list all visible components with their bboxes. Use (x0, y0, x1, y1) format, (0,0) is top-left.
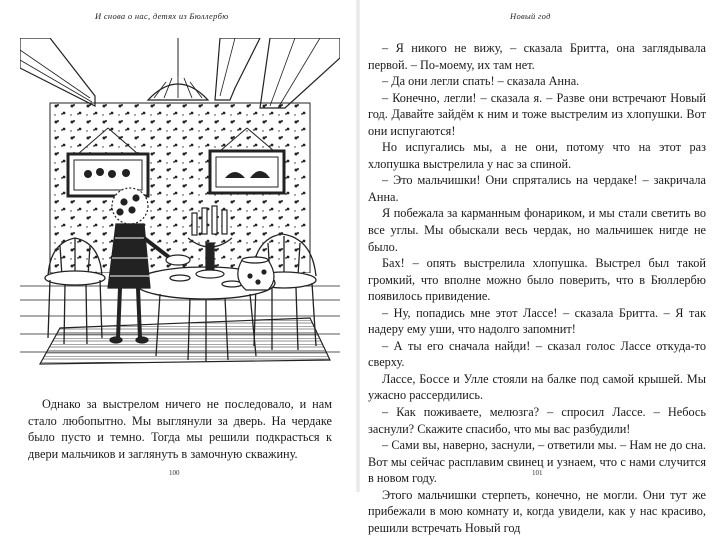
left-page-number: 100 (169, 469, 180, 477)
paragraph: – Как поживаете, мелюзга? – спросил Лассе. – Небось заснули? Скажите спасибо, что мы вас разбудили! (368, 405, 706, 436)
paragraph: – А ты его сначала найди! – сказал голос Лассе откуда-то сверху. (368, 338, 706, 370)
paragraph: – Конечно, легли! – сказала я. – Разве они встречают Новый год. Давайте зайдём к ним и тоже выстрелим из хлопушки. Вот они испугаются! (368, 90, 706, 138)
right-body-text (368, 40, 706, 536)
illustration (20, 38, 340, 368)
paragraph: – Это мальчишки! Они спрятались на чердаке! – закричала Анна. (368, 173, 706, 204)
paragraph: Этого мальчишки стерпеть, конечно, не могли. Они тут же прибежали в мою комнату и, когда увидели, как у нас красиво, решили встречать Новый год (368, 487, 706, 535)
paragraph: – Ну, попадись мне этот Лассе! – сказала Бритта. – Я так надеру ему уши, что надолго запомнит! (368, 305, 706, 337)
right-page-number: 101 (532, 469, 543, 477)
right-running-head: Новый год (510, 11, 551, 21)
paragraph: – Я никого не вижу, – сказала Бритта, она заглядывала первой. – По-моему, их там нет. (368, 41, 706, 72)
paragraph: Я побежала за карманным фонариком, и мы стали светить во все углы. Мы обыскали весь чердак, но мальчишек нигде не было. (368, 206, 706, 254)
left-body-text (28, 396, 332, 462)
paragraph: Бах! – опять выстрелила хлопушка. Выстрел был такой громкий, что вполне можно было поверить, что в Бюллербю появилось привидение. (368, 256, 706, 304)
left-page (0, 0, 356, 492)
paragraph: – Да они легли спать! – сказала Анна. (382, 74, 580, 89)
paragraph: Лассе, Боссе и Улле стояли на балке под самой крышей. Мы ужасно рассердились. (368, 371, 706, 403)
paragraph: – Сами вы, наверно, заснули, – ответили мы. – Нам не до сна. Вот мы сейчас расплавим свинец и узнаем, что с нами случится в новом году. (368, 438, 706, 486)
paragraph: Но испугались мы, а не они, потому что на этот раз хлопушка выстрелила у нас за спиной. (368, 140, 706, 171)
paragraph: Однако за выстрелом ничего не последовало, и нам стало любопытно. Мы выглянули за дверь. На чердаке было пусто и темно. Тогда мы решили подкрасться к двери мальчиков и заглянуть в замочную скважину. (28, 397, 332, 461)
jug-icon (238, 257, 274, 290)
right-page (360, 0, 716, 535)
ceiling-lamp-icon (148, 38, 208, 100)
left-running-head: И снова о нас, детях из Бюллербю (95, 11, 229, 21)
